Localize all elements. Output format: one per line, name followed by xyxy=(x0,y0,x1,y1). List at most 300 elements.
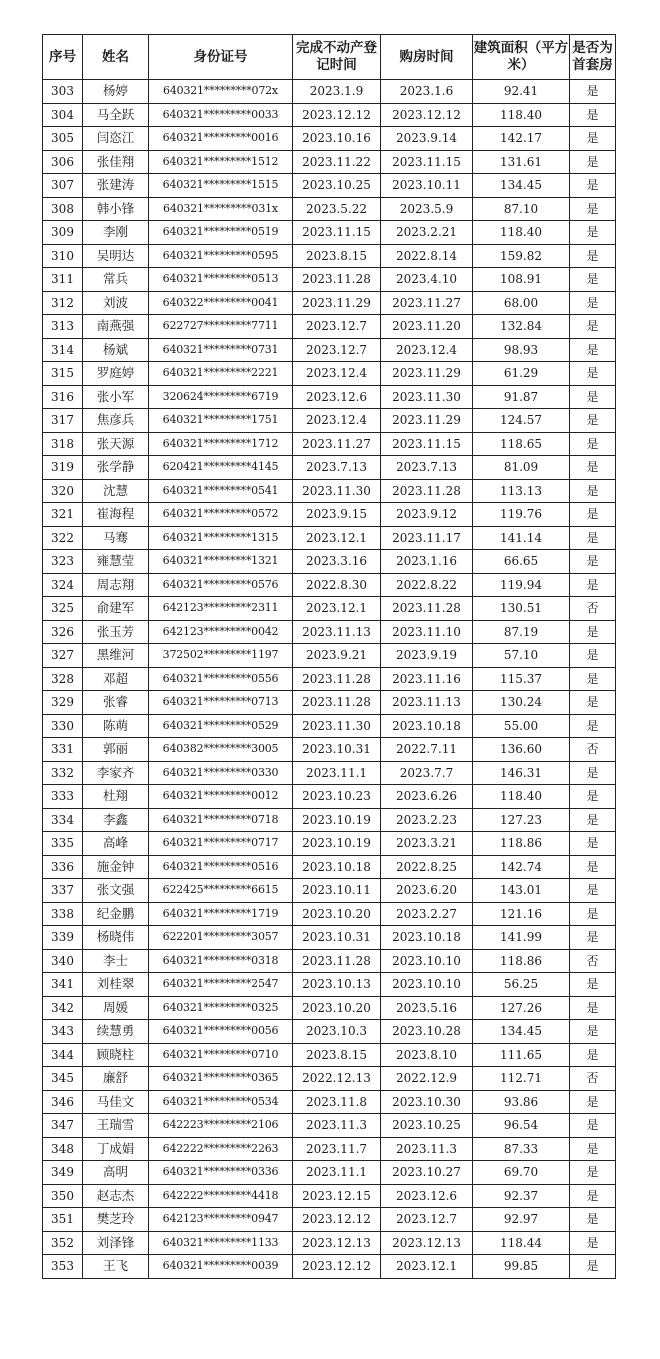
registration-date-cell: 2023.11.8 xyxy=(293,1090,381,1114)
id-number-cell: 640321*********2221 xyxy=(149,362,293,386)
registration-date-cell: 2023.11.27 xyxy=(293,432,381,456)
table-row xyxy=(43,879,616,903)
first-home-cell: 是 xyxy=(570,1208,616,1232)
id-number-cell: 640321*********0016 xyxy=(149,127,293,151)
serial-number-cell: 345 xyxy=(43,1067,83,1091)
name-cell: 李家齐 xyxy=(83,761,149,785)
registration-date-cell: 2023.7.13 xyxy=(293,456,381,480)
purchase-date-cell: 2023.10.18 xyxy=(381,714,473,738)
first-home-cell: 是 xyxy=(570,503,616,527)
purchase-date-cell: 2023.11.28 xyxy=(381,597,473,621)
floor-area-cell: 61.29 xyxy=(473,362,570,386)
first-home-cell: 是 xyxy=(570,409,616,433)
purchase-date-cell: 2023.8.10 xyxy=(381,1043,473,1067)
header-floor-area: 建筑面积（平方米） xyxy=(473,35,570,80)
first-home-cell: 是 xyxy=(570,127,616,151)
id-number-cell: 640321*********0330 xyxy=(149,761,293,785)
id-number-cell: 640321*********1512 xyxy=(149,150,293,174)
registration-date-cell: 2023.12.6 xyxy=(293,385,381,409)
table-row xyxy=(43,1090,616,1114)
id-number-cell: 640321*********0519 xyxy=(149,221,293,245)
serial-number-cell: 330 xyxy=(43,714,83,738)
id-number-cell: 642222*********2263 xyxy=(149,1137,293,1161)
floor-area-cell: 131.61 xyxy=(473,150,570,174)
id-number-cell: 640321*********1315 xyxy=(149,526,293,550)
first-home-cell: 是 xyxy=(570,338,616,362)
serial-number-cell: 340 xyxy=(43,949,83,973)
registration-date-cell: 2023.3.16 xyxy=(293,550,381,574)
purchase-date-cell: 2023.12.6 xyxy=(381,1184,473,1208)
serial-number-cell: 325 xyxy=(43,597,83,621)
purchase-date-cell: 2023.12.1 xyxy=(381,1255,473,1279)
first-home-cell: 是 xyxy=(570,1043,616,1067)
registration-date-cell: 2023.12.15 xyxy=(293,1184,381,1208)
name-cell: 马全跃 xyxy=(83,103,149,127)
floor-area-cell: 92.37 xyxy=(473,1184,570,1208)
floor-area-cell: 142.17 xyxy=(473,127,570,151)
first-home-cell: 是 xyxy=(570,1184,616,1208)
name-cell: 马佳文 xyxy=(83,1090,149,1114)
first-home-cell: 是 xyxy=(570,832,616,856)
name-cell: 李士 xyxy=(83,949,149,973)
floor-area-cell: 98.93 xyxy=(473,338,570,362)
id-number-cell: 640321*********0513 xyxy=(149,268,293,292)
id-number-cell: 372502*********1197 xyxy=(149,644,293,668)
serial-number-cell: 304 xyxy=(43,103,83,127)
serial-number-cell: 324 xyxy=(43,573,83,597)
id-number-cell: 640322*********0041 xyxy=(149,291,293,315)
registration-date-cell: 2023.10.31 xyxy=(293,926,381,950)
table-row xyxy=(43,174,616,198)
serial-number-cell: 320 xyxy=(43,479,83,503)
floor-area-cell: 136.60 xyxy=(473,738,570,762)
purchase-date-cell: 2023.10.18 xyxy=(381,926,473,950)
header-purchase-date: 购房时间 xyxy=(381,35,473,80)
floor-area-cell: 130.51 xyxy=(473,597,570,621)
name-cell: 丁成娟 xyxy=(83,1137,149,1161)
header-row xyxy=(43,35,616,80)
id-number-cell: 640321*********031x xyxy=(149,197,293,221)
name-cell: 杨晓伟 xyxy=(83,926,149,950)
first-home-cell: 是 xyxy=(570,479,616,503)
id-number-cell: 640321*********1751 xyxy=(149,409,293,433)
first-home-cell: 是 xyxy=(570,456,616,480)
name-cell: 刘泽锋 xyxy=(83,1231,149,1255)
first-home-cell: 是 xyxy=(570,150,616,174)
purchase-date-cell: 2022.7.11 xyxy=(381,738,473,762)
registration-date-cell: 2023.12.4 xyxy=(293,409,381,433)
registration-date-cell: 2023.10.11 xyxy=(293,879,381,903)
registration-date-cell: 2023.8.15 xyxy=(293,1043,381,1067)
id-number-cell: 640321*********0710 xyxy=(149,1043,293,1067)
registration-date-cell: 2023.8.15 xyxy=(293,244,381,268)
purchase-date-cell: 2022.8.22 xyxy=(381,573,473,597)
id-number-cell: 640321*********0012 xyxy=(149,785,293,809)
first-home-cell: 是 xyxy=(570,526,616,550)
table-header xyxy=(43,35,616,80)
id-number-cell: 640321*********072x xyxy=(149,80,293,104)
table-row xyxy=(43,1114,616,1138)
name-cell: 廉舒 xyxy=(83,1067,149,1091)
floor-area-cell: 119.94 xyxy=(473,573,570,597)
name-cell: 雍慧莹 xyxy=(83,550,149,574)
name-cell: 郭丽 xyxy=(83,738,149,762)
first-home-cell: 是 xyxy=(570,855,616,879)
floor-area-cell: 113.13 xyxy=(473,479,570,503)
first-home-cell: 是 xyxy=(570,197,616,221)
registration-date-cell: 2023.11.15 xyxy=(293,221,381,245)
id-number-cell: 640321*********2547 xyxy=(149,973,293,997)
registration-date-cell: 2023.11.28 xyxy=(293,268,381,292)
floor-area-cell: 99.85 xyxy=(473,1255,570,1279)
floor-area-cell: 92.41 xyxy=(473,80,570,104)
floor-area-cell: 112.71 xyxy=(473,1067,570,1091)
first-home-cell: 是 xyxy=(570,1255,616,1279)
floor-area-cell: 111.65 xyxy=(473,1043,570,1067)
id-number-cell: 640321*********0365 xyxy=(149,1067,293,1091)
header-id-number: 身份证号 xyxy=(149,35,293,80)
id-number-cell: 640321*********0056 xyxy=(149,1020,293,1044)
name-cell: 李刚 xyxy=(83,221,149,245)
table-row xyxy=(43,1231,616,1255)
id-number-cell: 640321*********0717 xyxy=(149,832,293,856)
table-row xyxy=(43,855,616,879)
purchase-date-cell: 2023.9.14 xyxy=(381,127,473,151)
registration-date-cell: 2023.10.23 xyxy=(293,785,381,809)
name-cell: 张佳翔 xyxy=(83,150,149,174)
serial-number-cell: 347 xyxy=(43,1114,83,1138)
floor-area-cell: 81.09 xyxy=(473,456,570,480)
id-number-cell: 640321*********0336 xyxy=(149,1161,293,1185)
name-cell: 高峰 xyxy=(83,832,149,856)
registration-date-cell: 2023.12.13 xyxy=(293,1231,381,1255)
table-row xyxy=(43,479,616,503)
serial-number-cell: 306 xyxy=(43,150,83,174)
purchase-date-cell: 2023.2.27 xyxy=(381,902,473,926)
serial-number-cell: 303 xyxy=(43,80,83,104)
floor-area-cell: 69.70 xyxy=(473,1161,570,1185)
id-number-cell: 622201*********3057 xyxy=(149,926,293,950)
registration-date-cell: 2023.12.7 xyxy=(293,315,381,339)
registration-date-cell: 2023.10.18 xyxy=(293,855,381,879)
table-row xyxy=(43,456,616,480)
purchase-date-cell: 2023.2.23 xyxy=(381,808,473,832)
floor-area-cell: 92.97 xyxy=(473,1208,570,1232)
id-number-cell: 640382*********3005 xyxy=(149,738,293,762)
floor-area-cell: 141.99 xyxy=(473,926,570,950)
registration-date-cell: 2023.11.1 xyxy=(293,761,381,785)
table-row xyxy=(43,714,616,738)
floor-area-cell: 127.26 xyxy=(473,996,570,1020)
table-row xyxy=(43,268,616,292)
table-row xyxy=(43,338,616,362)
serial-number-cell: 335 xyxy=(43,832,83,856)
id-number-cell: 640321*********0731 xyxy=(149,338,293,362)
purchase-date-cell: 2023.10.27 xyxy=(381,1161,473,1185)
name-cell: 崔海程 xyxy=(83,503,149,527)
floor-area-cell: 118.86 xyxy=(473,832,570,856)
registration-date-cell: 2023.12.12 xyxy=(293,103,381,127)
name-cell: 陈萌 xyxy=(83,714,149,738)
purchase-date-cell: 2023.7.13 xyxy=(381,456,473,480)
purchase-date-cell: 2023.4.10 xyxy=(381,268,473,292)
table-row xyxy=(43,761,616,785)
serial-number-cell: 352 xyxy=(43,1231,83,1255)
table-row xyxy=(43,832,616,856)
header-first-home: 是否为首套房 xyxy=(570,35,616,80)
floor-area-cell: 118.65 xyxy=(473,432,570,456)
purchase-date-cell: 2023.10.25 xyxy=(381,1114,473,1138)
registration-date-cell: 2023.11.30 xyxy=(293,714,381,738)
registration-date-cell: 2023.9.15 xyxy=(293,503,381,527)
table-row xyxy=(43,197,616,221)
id-number-cell: 622425*********6615 xyxy=(149,879,293,903)
registration-date-cell: 2023.12.12 xyxy=(293,1208,381,1232)
id-number-cell: 640321*********0576 xyxy=(149,573,293,597)
name-cell: 刘桂翠 xyxy=(83,973,149,997)
registration-date-cell: 2023.11.28 xyxy=(293,691,381,715)
table-row xyxy=(43,738,616,762)
floor-area-cell: 66.65 xyxy=(473,550,570,574)
purchase-date-cell: 2023.11.17 xyxy=(381,526,473,550)
purchase-date-cell: 2023.10.11 xyxy=(381,174,473,198)
table-row xyxy=(43,926,616,950)
name-cell: 刘波 xyxy=(83,291,149,315)
name-cell: 纪金鹏 xyxy=(83,902,149,926)
table-row xyxy=(43,291,616,315)
serial-number-cell: 341 xyxy=(43,973,83,997)
table-row xyxy=(43,1020,616,1044)
serial-number-cell: 308 xyxy=(43,197,83,221)
registration-date-cell: 2023.10.20 xyxy=(293,996,381,1020)
id-number-cell: 640321*********0325 xyxy=(149,996,293,1020)
purchase-date-cell: 2023.11.27 xyxy=(381,291,473,315)
serial-number-cell: 339 xyxy=(43,926,83,950)
name-cell: 邓超 xyxy=(83,667,149,691)
purchase-date-cell: 2023.6.20 xyxy=(381,879,473,903)
purchase-date-cell: 2023.2.21 xyxy=(381,221,473,245)
first-home-cell: 是 xyxy=(570,714,616,738)
serial-number-cell: 311 xyxy=(43,268,83,292)
registration-date-cell: 2023.11.1 xyxy=(293,1161,381,1185)
id-number-cell: 620421*********4145 xyxy=(149,456,293,480)
registration-date-cell: 2023.11.28 xyxy=(293,949,381,973)
registration-date-cell: 2023.10.25 xyxy=(293,174,381,198)
table-row xyxy=(43,902,616,926)
id-number-cell: 640321*********0595 xyxy=(149,244,293,268)
serial-number-cell: 331 xyxy=(43,738,83,762)
registration-date-cell: 2023.9.21 xyxy=(293,644,381,668)
floor-area-cell: 146.31 xyxy=(473,761,570,785)
floor-area-cell: 108.91 xyxy=(473,268,570,292)
name-cell: 周媛 xyxy=(83,996,149,1020)
purchase-date-cell: 2023.12.12 xyxy=(381,103,473,127)
serial-number-cell: 313 xyxy=(43,315,83,339)
name-cell: 李鑫 xyxy=(83,808,149,832)
table-row xyxy=(43,526,616,550)
registration-date-cell: 2023.12.7 xyxy=(293,338,381,362)
name-cell: 樊芝玲 xyxy=(83,1208,149,1232)
table-row xyxy=(43,127,616,151)
table-row xyxy=(43,103,616,127)
registration-date-cell: 2023.10.3 xyxy=(293,1020,381,1044)
registration-date-cell: 2023.11.22 xyxy=(293,150,381,174)
registration-date-cell: 2022.8.30 xyxy=(293,573,381,597)
serial-number-cell: 322 xyxy=(43,526,83,550)
name-cell: 罗庭婷 xyxy=(83,362,149,386)
floor-area-cell: 87.33 xyxy=(473,1137,570,1161)
table-row xyxy=(43,973,616,997)
table-row xyxy=(43,667,616,691)
table-row xyxy=(43,432,616,456)
purchase-date-cell: 2023.11.20 xyxy=(381,315,473,339)
purchase-date-cell: 2023.9.12 xyxy=(381,503,473,527)
registration-date-cell: 2023.10.16 xyxy=(293,127,381,151)
registration-date-cell: 2023.5.22 xyxy=(293,197,381,221)
id-number-cell: 640321*********0039 xyxy=(149,1255,293,1279)
first-home-cell: 是 xyxy=(570,174,616,198)
name-cell: 韩小锋 xyxy=(83,197,149,221)
first-home-cell: 是 xyxy=(570,1231,616,1255)
serial-number-cell: 319 xyxy=(43,456,83,480)
serial-number-cell: 333 xyxy=(43,785,83,809)
floor-area-cell: 87.10 xyxy=(473,197,570,221)
table-row xyxy=(43,80,616,104)
id-number-cell: 622727*********7711 xyxy=(149,315,293,339)
table-row xyxy=(43,949,616,973)
floor-area-cell: 132.84 xyxy=(473,315,570,339)
table-row xyxy=(43,1137,616,1161)
purchase-date-cell: 2023.10.10 xyxy=(381,949,473,973)
id-number-cell: 640321*********0534 xyxy=(149,1090,293,1114)
first-home-cell: 是 xyxy=(570,996,616,1020)
floor-area-cell: 118.86 xyxy=(473,949,570,973)
name-cell: 张建涛 xyxy=(83,174,149,198)
first-home-cell: 是 xyxy=(570,785,616,809)
purchase-date-cell: 2023.1.6 xyxy=(381,80,473,104)
first-home-cell: 是 xyxy=(570,362,616,386)
registration-date-cell: 2023.10.19 xyxy=(293,832,381,856)
purchase-date-cell: 2023.1.16 xyxy=(381,550,473,574)
id-number-cell: 640321*********0713 xyxy=(149,691,293,715)
first-home-cell: 是 xyxy=(570,103,616,127)
table-row xyxy=(43,503,616,527)
first-home-cell: 是 xyxy=(570,1161,616,1185)
serial-number-cell: 312 xyxy=(43,291,83,315)
name-cell: 王飞 xyxy=(83,1255,149,1279)
id-number-cell: 642222*********4418 xyxy=(149,1184,293,1208)
table-row xyxy=(43,221,616,245)
serial-number-cell: 310 xyxy=(43,244,83,268)
serial-number-cell: 323 xyxy=(43,550,83,574)
purchase-date-cell: 2023.6.26 xyxy=(381,785,473,809)
floor-area-cell: 118.44 xyxy=(473,1231,570,1255)
purchase-date-cell: 2023.12.13 xyxy=(381,1231,473,1255)
name-cell: 张文强 xyxy=(83,879,149,903)
first-home-cell: 是 xyxy=(570,244,616,268)
id-number-cell: 640321*********1712 xyxy=(149,432,293,456)
id-number-cell: 642223*********2106 xyxy=(149,1114,293,1138)
table-row xyxy=(43,362,616,386)
header-serial-number: 序号 xyxy=(43,35,83,80)
first-home-cell: 否 xyxy=(570,1067,616,1091)
id-number-cell: 640321*********0556 xyxy=(149,667,293,691)
registration-date-cell: 2023.10.31 xyxy=(293,738,381,762)
first-home-cell: 是 xyxy=(570,644,616,668)
purchase-date-cell: 2023.9.19 xyxy=(381,644,473,668)
registration-date-cell: 2023.11.28 xyxy=(293,667,381,691)
serial-number-cell: 332 xyxy=(43,761,83,785)
name-cell: 续慧勇 xyxy=(83,1020,149,1044)
serial-number-cell: 317 xyxy=(43,409,83,433)
id-number-cell: 640321*********0529 xyxy=(149,714,293,738)
first-home-cell: 是 xyxy=(570,268,616,292)
floor-area-cell: 119.76 xyxy=(473,503,570,527)
serial-number-cell: 315 xyxy=(43,362,83,386)
floor-area-cell: 134.45 xyxy=(473,174,570,198)
serial-number-cell: 351 xyxy=(43,1208,83,1232)
table-row xyxy=(43,409,616,433)
floor-area-cell: 159.82 xyxy=(473,244,570,268)
name-cell: 闫恣江 xyxy=(83,127,149,151)
header-registration-date: 完成不动产登记时间 xyxy=(293,35,381,80)
first-home-cell: 是 xyxy=(570,761,616,785)
first-home-cell: 是 xyxy=(570,879,616,903)
table-row xyxy=(43,1208,616,1232)
name-cell: 赵志杰 xyxy=(83,1184,149,1208)
serial-number-cell: 334 xyxy=(43,808,83,832)
serial-number-cell: 348 xyxy=(43,1137,83,1161)
table-row xyxy=(43,691,616,715)
first-home-cell: 是 xyxy=(570,691,616,715)
first-home-cell: 否 xyxy=(570,738,616,762)
name-cell: 张睿 xyxy=(83,691,149,715)
name-cell: 张学静 xyxy=(83,456,149,480)
name-cell: 顾晓柱 xyxy=(83,1043,149,1067)
id-number-cell: 642123*********2311 xyxy=(149,597,293,621)
name-cell: 南燕强 xyxy=(83,315,149,339)
purchase-date-cell: 2023.3.21 xyxy=(381,832,473,856)
registration-date-cell: 2023.12.1 xyxy=(293,597,381,621)
purchase-date-cell: 2023.11.15 xyxy=(381,150,473,174)
first-home-cell: 是 xyxy=(570,315,616,339)
purchase-date-cell: 2022.8.14 xyxy=(381,244,473,268)
name-cell: 沈慧 xyxy=(83,479,149,503)
floor-area-cell: 68.00 xyxy=(473,291,570,315)
first-home-cell: 是 xyxy=(570,1137,616,1161)
floor-area-cell: 118.40 xyxy=(473,103,570,127)
purchase-date-cell: 2023.11.28 xyxy=(381,479,473,503)
serial-number-cell: 350 xyxy=(43,1184,83,1208)
table-body xyxy=(43,80,616,1279)
floor-area-cell: 121.16 xyxy=(473,902,570,926)
table-row xyxy=(43,1161,616,1185)
name-cell: 张玉芳 xyxy=(83,620,149,644)
table-row xyxy=(43,597,616,621)
name-cell: 杨婷 xyxy=(83,80,149,104)
floor-area-cell: 118.40 xyxy=(473,221,570,245)
first-home-cell: 是 xyxy=(570,973,616,997)
id-number-cell: 640321*********0572 xyxy=(149,503,293,527)
purchase-date-cell: 2023.5.16 xyxy=(381,996,473,1020)
registration-date-cell: 2023.10.20 xyxy=(293,902,381,926)
first-home-cell: 是 xyxy=(570,80,616,104)
serial-number-cell: 349 xyxy=(43,1161,83,1185)
purchase-date-cell: 2023.10.30 xyxy=(381,1090,473,1114)
table-row xyxy=(43,644,616,668)
serial-number-cell: 329 xyxy=(43,691,83,715)
registration-date-cell: 2023.10.13 xyxy=(293,973,381,997)
